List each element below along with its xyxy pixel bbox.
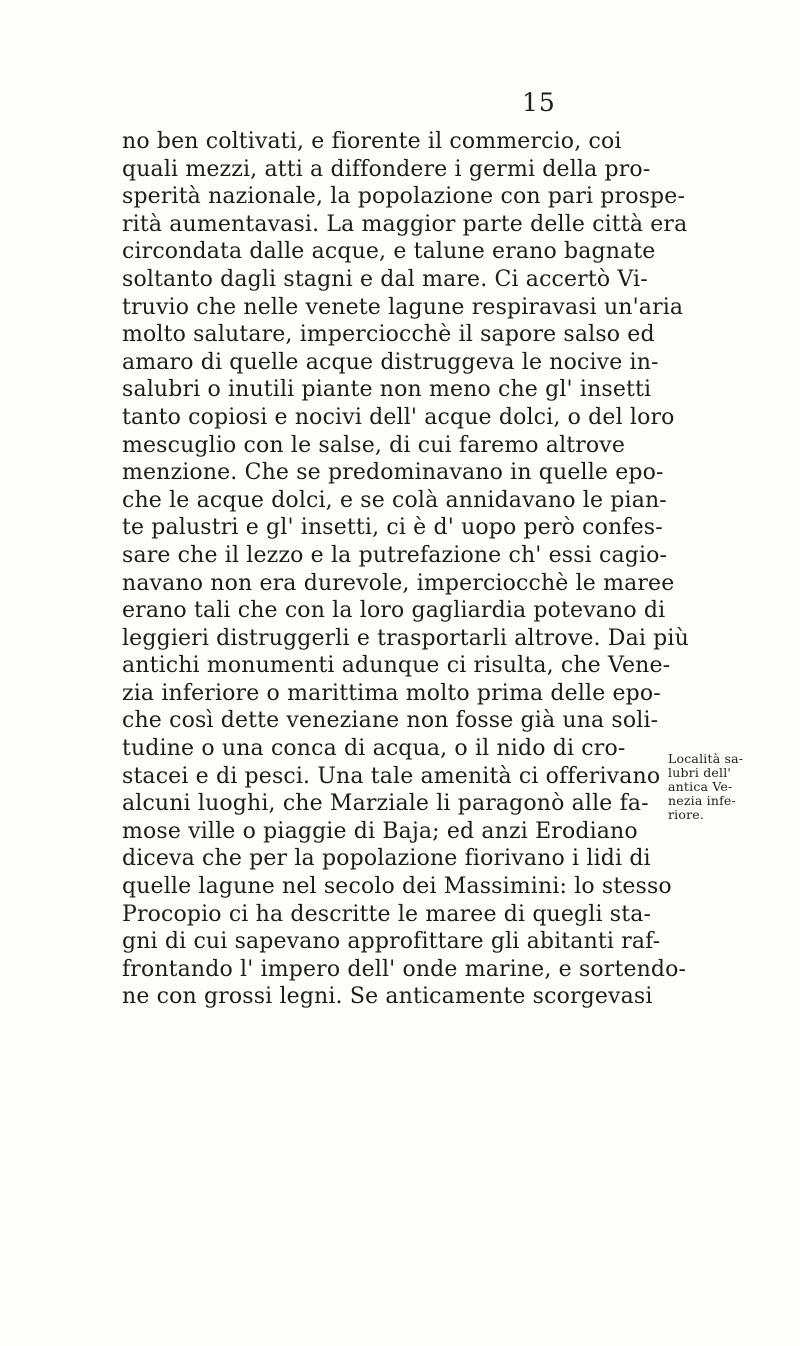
margin-note-line: nezia infe- — [668, 793, 736, 808]
margin-note — [668, 752, 758, 822]
margin-note-line: riore. — [668, 807, 705, 822]
book-page: 15 no ben coltivati, e fiorente il commercio, coi quali mezzi, atti a diffondere i germi della pro- sperità nazionale, la popolazione con pari prospe- rità aumentavasi. La maggior parte delle città era circondata dalle acque, e talune erano bagnate soltanto dagli stagni e dal mare. Ci accertò Vi- truvio che nelle venete lagune respiravasi un'aria molto salutare, imperciocchè il sapore salso ed amaro di quelle acque distruggeva le nocive in- salubri o inutili piante non meno che gl' insetti tanto copiosi e nocivi dell' acque dolci, o del loro mescuglio con le salse, di cui faremo altrove menzione. Che se predominavano in quelle epo- che le acque dolci, e se colà annidavano le pian- te palustri e gl' insetti, ci è d' uopo però confes- sare che il lezzo e la putrefazione ch' essi cagio- navano non era durevole, imperciocchè le maree erano tali che con la loro gagliardia potevano di leggieri distruggerli e trasportarli altrove. Dai più antichi monumenti adunque ci risulta, che Vene- zia inferiore o marittima molto prima delle epo- che così dette veneziane non fosse già una soli- tudine o una conca di acqua, o il nido di cro- stacei e di pesci. Una tale amenità ci offerivano alcuni luoghi, che Marziale li paragonò alle fa- mose ville o piaggie di Baja; ed anzi Erodiano diceva che per la popolazione fiorivano i lidi di quelle lagune nel secolo dei Massimini: lo stesso Procopio ci ha descritte le maree di quegli sta- gni di cui sapevano approfittare gli abitanti raf- frontando l' impero dell' onde marine, e sortendo- ne con grossi legni. Se anticamente scorgevasi Località sa- lubri dell' antica Ve- nezia infe- riore. — [0, 0, 800, 1346]
margin-note-line: Località sa- — [668, 751, 744, 766]
margin-note-line: antica Ve- — [668, 779, 733, 794]
margin-note-line: lubri dell' — [668, 765, 732, 780]
page-number: 15 — [522, 88, 556, 117]
